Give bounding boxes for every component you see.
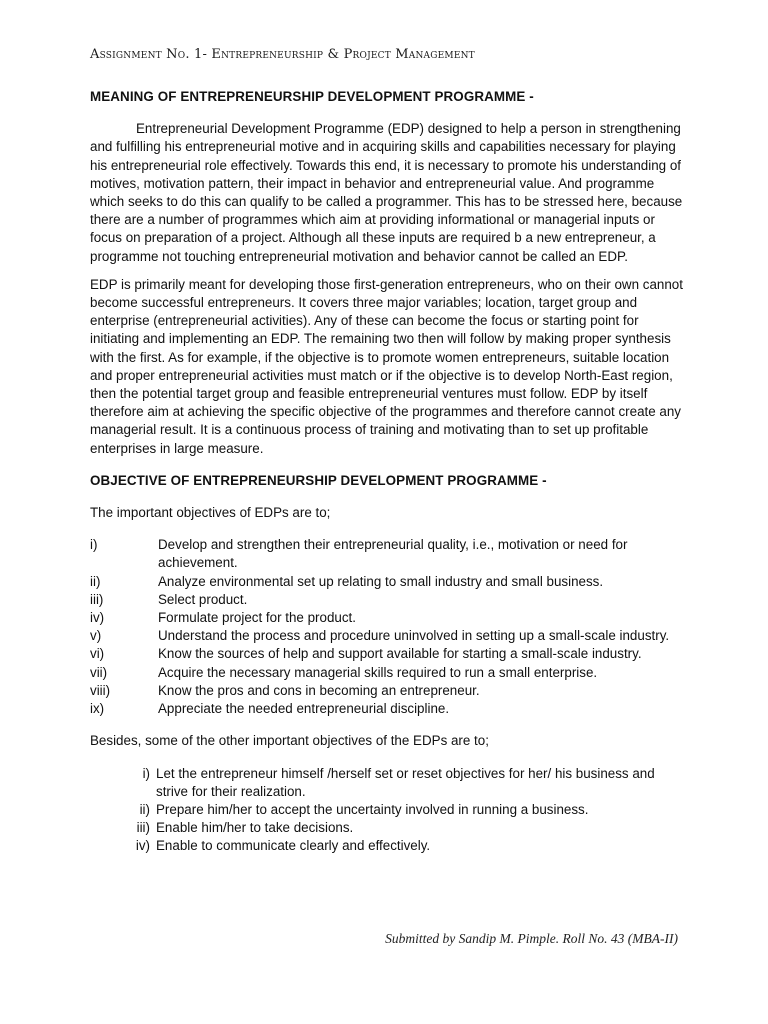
- list-item-text: Enable to communicate clearly and effectively.: [156, 838, 431, 854]
- list-item-number: iv): [90, 610, 105, 626]
- list-item-text: Select product.: [158, 591, 248, 607]
- list-item-number: i): [142, 765, 150, 781]
- list-item-text: Know the sources of help and support available for starting a small-scale industry.: [158, 646, 642, 662]
- list-item-text: Formulate project for the product.: [158, 610, 356, 626]
- list-item: [90, 700, 690, 718]
- list-item: [90, 591, 690, 609]
- list-item: [90, 627, 690, 645]
- list-item-number: vi): [90, 646, 105, 662]
- list-item: [90, 645, 690, 663]
- list-item-text: Prepare him/her to accept the uncertainty involved in running a business.: [156, 801, 589, 817]
- list-item: [128, 819, 690, 837]
- list-item: [128, 765, 690, 801]
- page-footer: Submitted by Sandip M. Pimple. Roll No. 43 (MBA-II): [385, 931, 678, 946]
- paragraph: EDP is primarily meant for developing those first-generation entrepreneurs, who on their own cannot become successful entrepreneurs. It covers three major variables; location, target group and enterprise (entrepreneurial activities). Any of these can become the focus or starting point for initiating and implementing an EDP. The remaining two then will follow by making proper synthesis with the first. As for example, if the objective is to promote women entrepreneurs, suitable location and proper entrepreneurial activities must match or if the objective is to develop North-East region, then the potential target group and feasible entrepreneurial ventures must follow. EDP by itself therefore aim at achieving the specific objective of the programmes and therefore cannot create any managerial result. It is a continuous process of training and motivating than to set up profitable enterprises in large measure.: [90, 276, 683, 456]
- list-item: [128, 837, 690, 855]
- list-item-number: ix): [90, 701, 105, 717]
- list-item: [90, 664, 690, 682]
- list-item-text: Appreciate the needed entrepreneurial discipline.: [158, 701, 450, 717]
- list-item-text: Enable him/her to take decisions.: [156, 820, 354, 836]
- list-item-number: iv): [135, 838, 150, 854]
- paragraph: Entrepreneurial Development Programme (EDP) designed to help a person in strengthening and fulfilling his entrepreneurial motive and in acquiring skills and capabilities necessary for playing his entrepreneurial role effectively. Towards this end, it is necessary to promote his understanding of motives, motivation pattern, their impact in behavior and entrepreneurial value. And programme which seeks to do this can qualify to be called a programmer. This has to be stressed here, because there are a number of programmes which aim at providing informational or managerial inputs or focus on preparation of a project. Although all these inputs are required b a new entrepreneur, a programme not touching entrepreneurial motivation and behavior cannot be called an EDP.: [90, 121, 683, 264]
- document-body: [90, 88, 690, 856]
- list-item-text: Analyze environmental set up relating to small industry and small business.: [158, 573, 604, 589]
- list-item-number: i): [90, 537, 98, 553]
- page-header: Assignment No. 1- Entrepreneurship & Project Management: [90, 47, 475, 62]
- list-item-text: Develop and strengthen their entrepreneurial quality, i.e., motivation or need for achievement.: [158, 537, 628, 571]
- list-item-text: Know the pros and cons in becoming an entrepreneur.: [158, 682, 480, 698]
- list-item-number: v): [90, 628, 102, 644]
- list-item-number: iii): [136, 820, 150, 836]
- list-item-text: Acquire the necessary managerial skills required to run a small enterprise.: [158, 664, 598, 680]
- list-item: [90, 682, 690, 700]
- list-item: [90, 609, 690, 627]
- list-item: [128, 801, 690, 819]
- list-item-number: viii): [90, 682, 111, 698]
- list-item-number: ii): [139, 801, 150, 817]
- list-item-text: Understand the process and procedure uninvolved in setting up a small-scale industry.: [158, 628, 670, 644]
- list-item-number: iii): [90, 591, 104, 607]
- list-item: [90, 536, 690, 572]
- list-item-number: vii): [90, 664, 108, 680]
- list-intro: The important objectives of EDPs are to;: [90, 505, 331, 521]
- other-objectives-list: [90, 765, 690, 856]
- list-item-text: Let the entrepreneur himself /herself set or reset objectives for her/ his business and strive for their realization.: [156, 765, 655, 799]
- section-heading-meaning: MEANING OF ENTREPRENEURSHIP DEVELOPMENT PROGRAMME -: [90, 89, 534, 104]
- objectives-list: [90, 536, 690, 718]
- section-heading-objective: OBJECTIVE OF ENTREPRENEURSHIP DEVELOPMENT PROGRAMME -: [90, 472, 547, 488]
- besides-intro: Besides, some of the other important objectives of the EDPs are to;: [90, 733, 489, 749]
- list-item-number: ii): [90, 573, 101, 589]
- list-item: [90, 573, 690, 591]
